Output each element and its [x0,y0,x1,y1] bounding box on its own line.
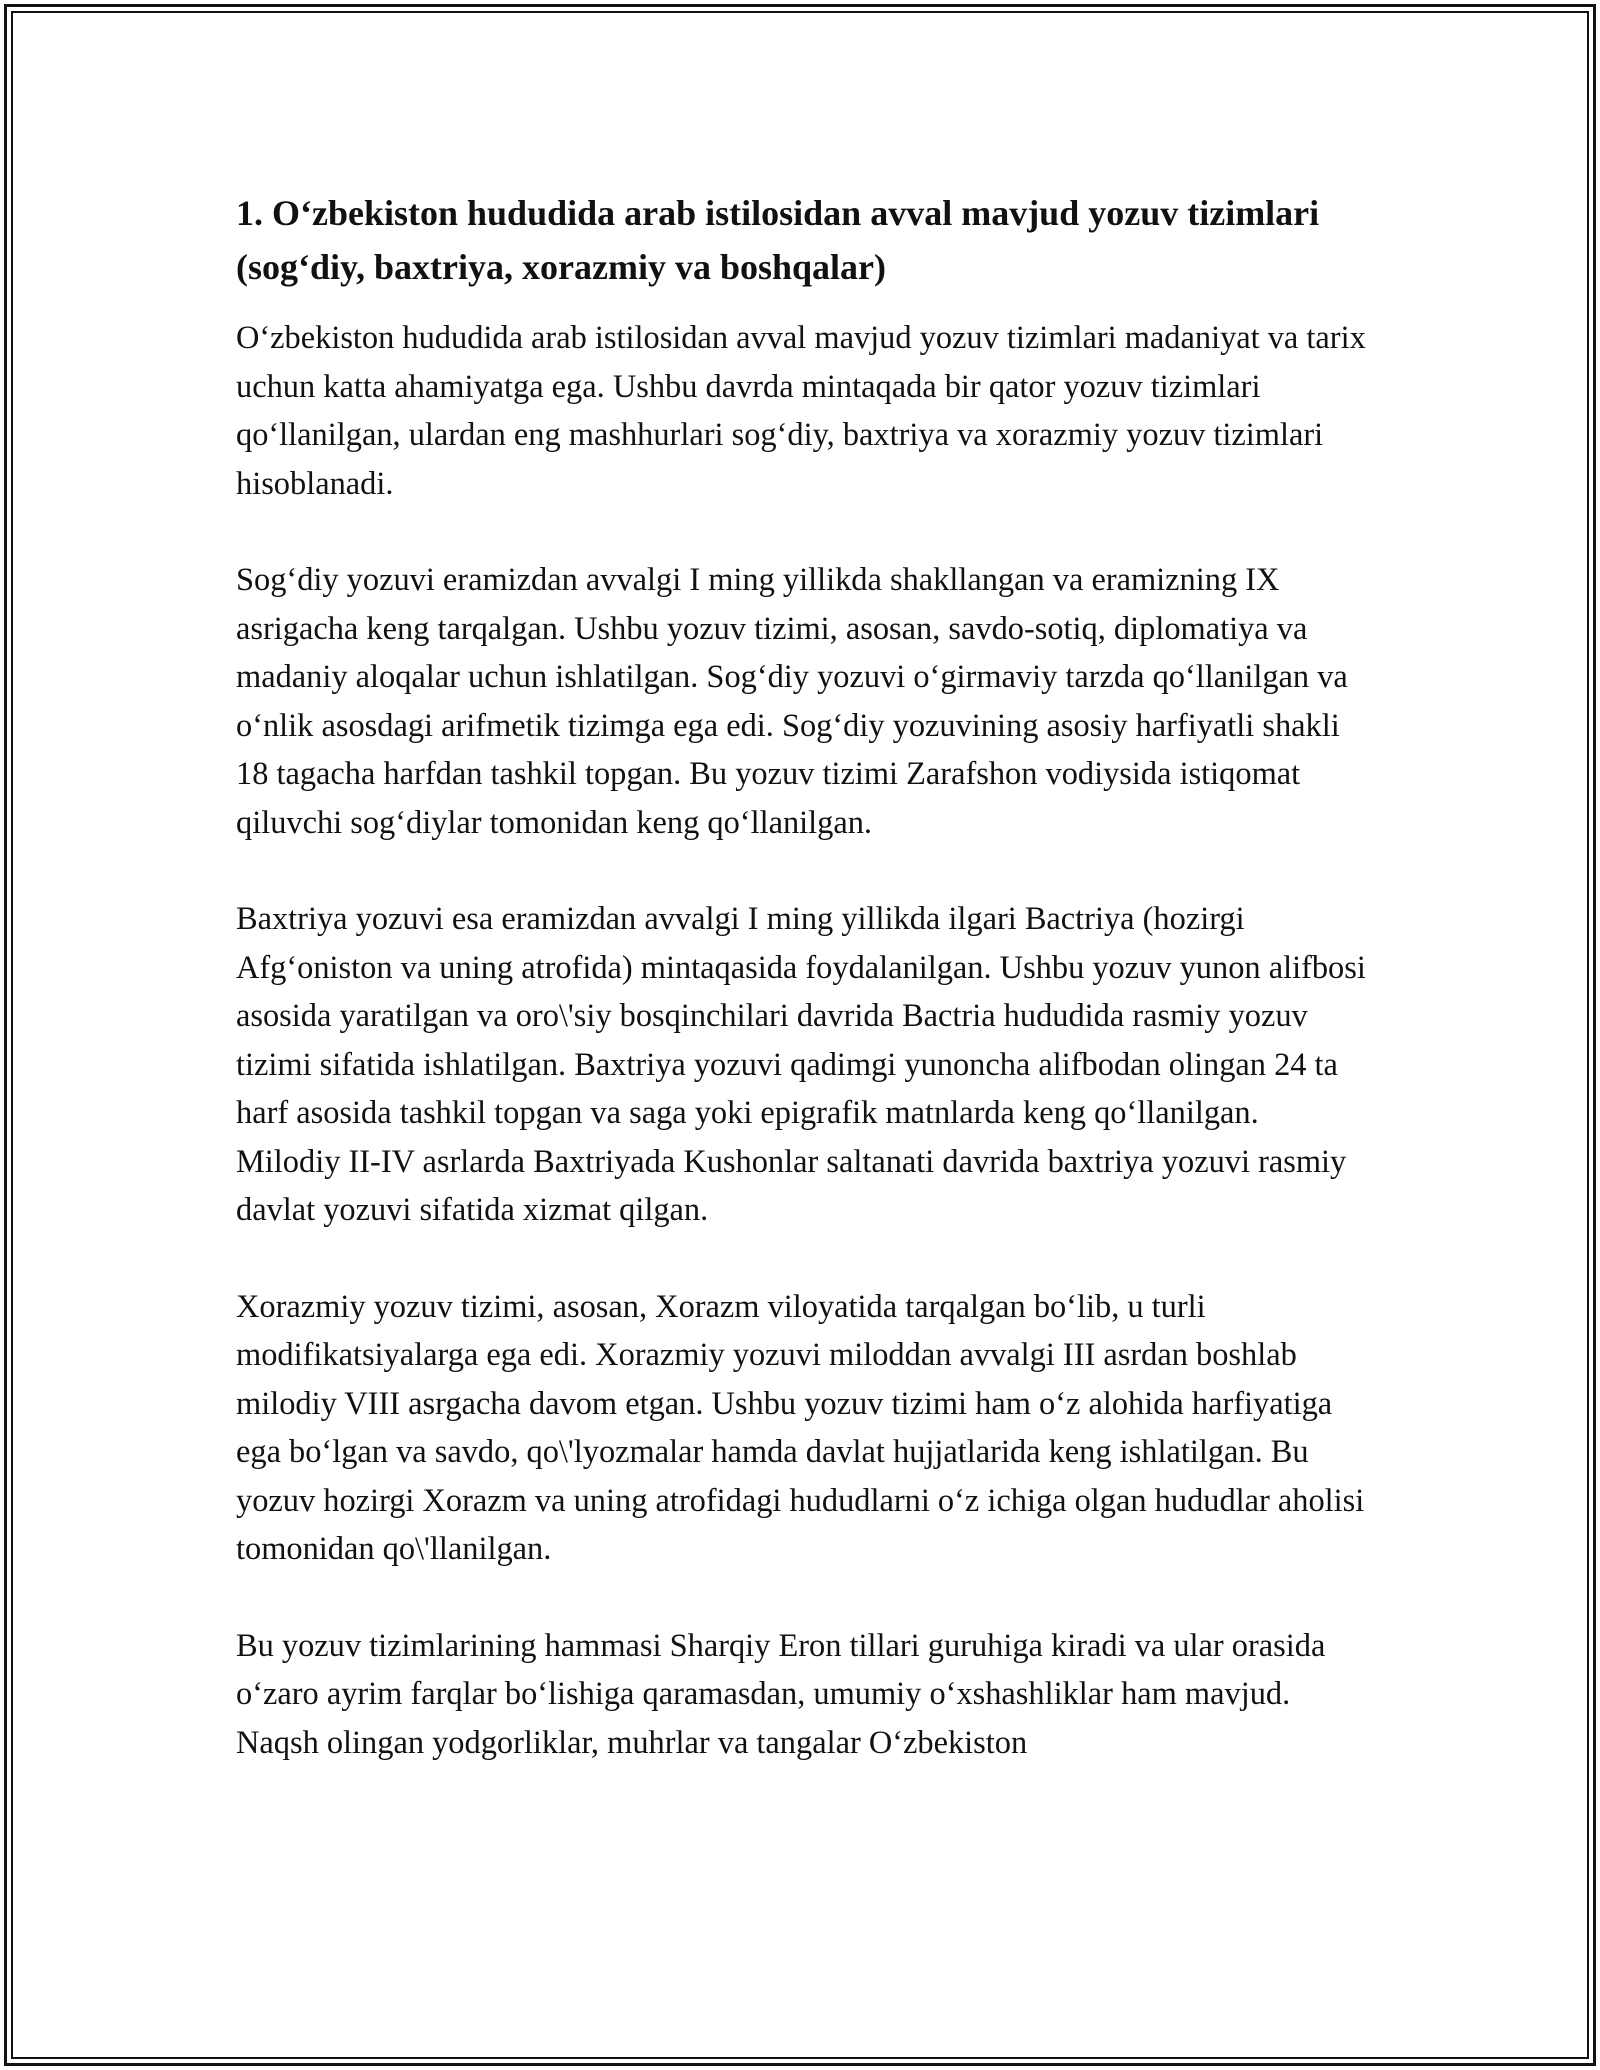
paragraph-summary: Bu yozuv tizimlarining hammasi Sharqiy Eron tillari guruhiga kiradi va ular orasida o‘zaro ayrim farqlar bo‘lishiga qaramasdan, umumiy o‘xshashliklar ham mavjud. Naqsh olingan yodgorliklar, muhrlar va tangalar O‘zbekiston [236,1627,1326,1761]
document-body [236,186,1366,1815]
paragraph-introduction: O‘zbekiston hududida arab istilosidan avval mavjud yozuv tizimlari madaniyat va tarix uchun katta ahamiyatga ega. Ushbu davrda mintaqada bir qator yozuv tizimlari qo‘llanilgan, ulardan eng mashhurlari sog‘diy, baxtriya va xorazmiy yozuv tizimlari hisoblanadi. [236,320,1366,502]
paragraph-sogdian-script: Sog‘diy yozuvi eramizdan avvalgi I ming yillikda shakllangan va eramizning IX asrigacha keng tarqalgan. Ushbu yozuv tizimi, asosan, savdo-sotiq, diplomatiya va madaniy aloqalar uchun ishlatilgan. Sog‘diy yozuvi o‘girmaviy tarzda qo‘llanilgan va o‘nlik asosdagi arifmetik tizimga ega edi. Sog‘diy yozuvining asosiy harfiyatli shakli 18 tagacha harfdan tashkil topgan. Bu yozuv tizimi Zarafshon vodiysida istiqomat qiluvchi sog‘diylar tomonidan keng qo‘llanilgan. [236,562,1348,841]
paragraph-bactrian-script: Baxtriya yozuvi esa eramizdan avvalgi I ming yillikda ilgari Bactriya (hozirgi Afg‘oniston va uning atrofida) mintaqasida foydalanilgan. Ushbu yozuv yunon alifbosi asosida yaratilgan va oro\'siy bosqinchilari davrida Bactria hududida rasmiy yozuv tizimi sifatida ishlatilgan. Baxtriya yozuvi qadimgi yunoncha alifbodan olingan 24 ta harf asosida tashkil topgan va saga yoki epigrafik matnlarda keng qo‘llanilgan. Milodiy II-IV asrlarda Baxtriyada Kushonlar saltanati davrida baxtriya yozuvi rasmiy davlat yozuvi sifatida xizmat qilgan. [236,901,1366,1228]
section-heading: 1. O‘zbekiston hududida arab istilosidan avval mavjud yozuv tizimlari (sog‘diy, baxtriya, xorazmiy va boshqalar) [236,193,1320,287]
paragraph-khwarezmian-script: Xorazmiy yozuv tizimi, asosan, Xorazm viloyatida tarqalgan bo‘lib, u turli modifikatsiyalarga ega edi. Xorazmiy yozuvi miloddan avvalgi III asrdan boshlab milodiy VIII asrgacha davom etgan. Ushbu yozuv tizimi ham o‘z alohida harfiyatiga ega bo‘lgan va savdo, qo\'lyozmalar hamda davlat hujjatlarida keng ishlatilgan. Bu yozuv hozirgi Xorazm va uning atrofidagi hududlarni o‘z ichiga olgan hududlar aholisi tomonidan qo\'llanilgan. [236,1288,1365,1567]
